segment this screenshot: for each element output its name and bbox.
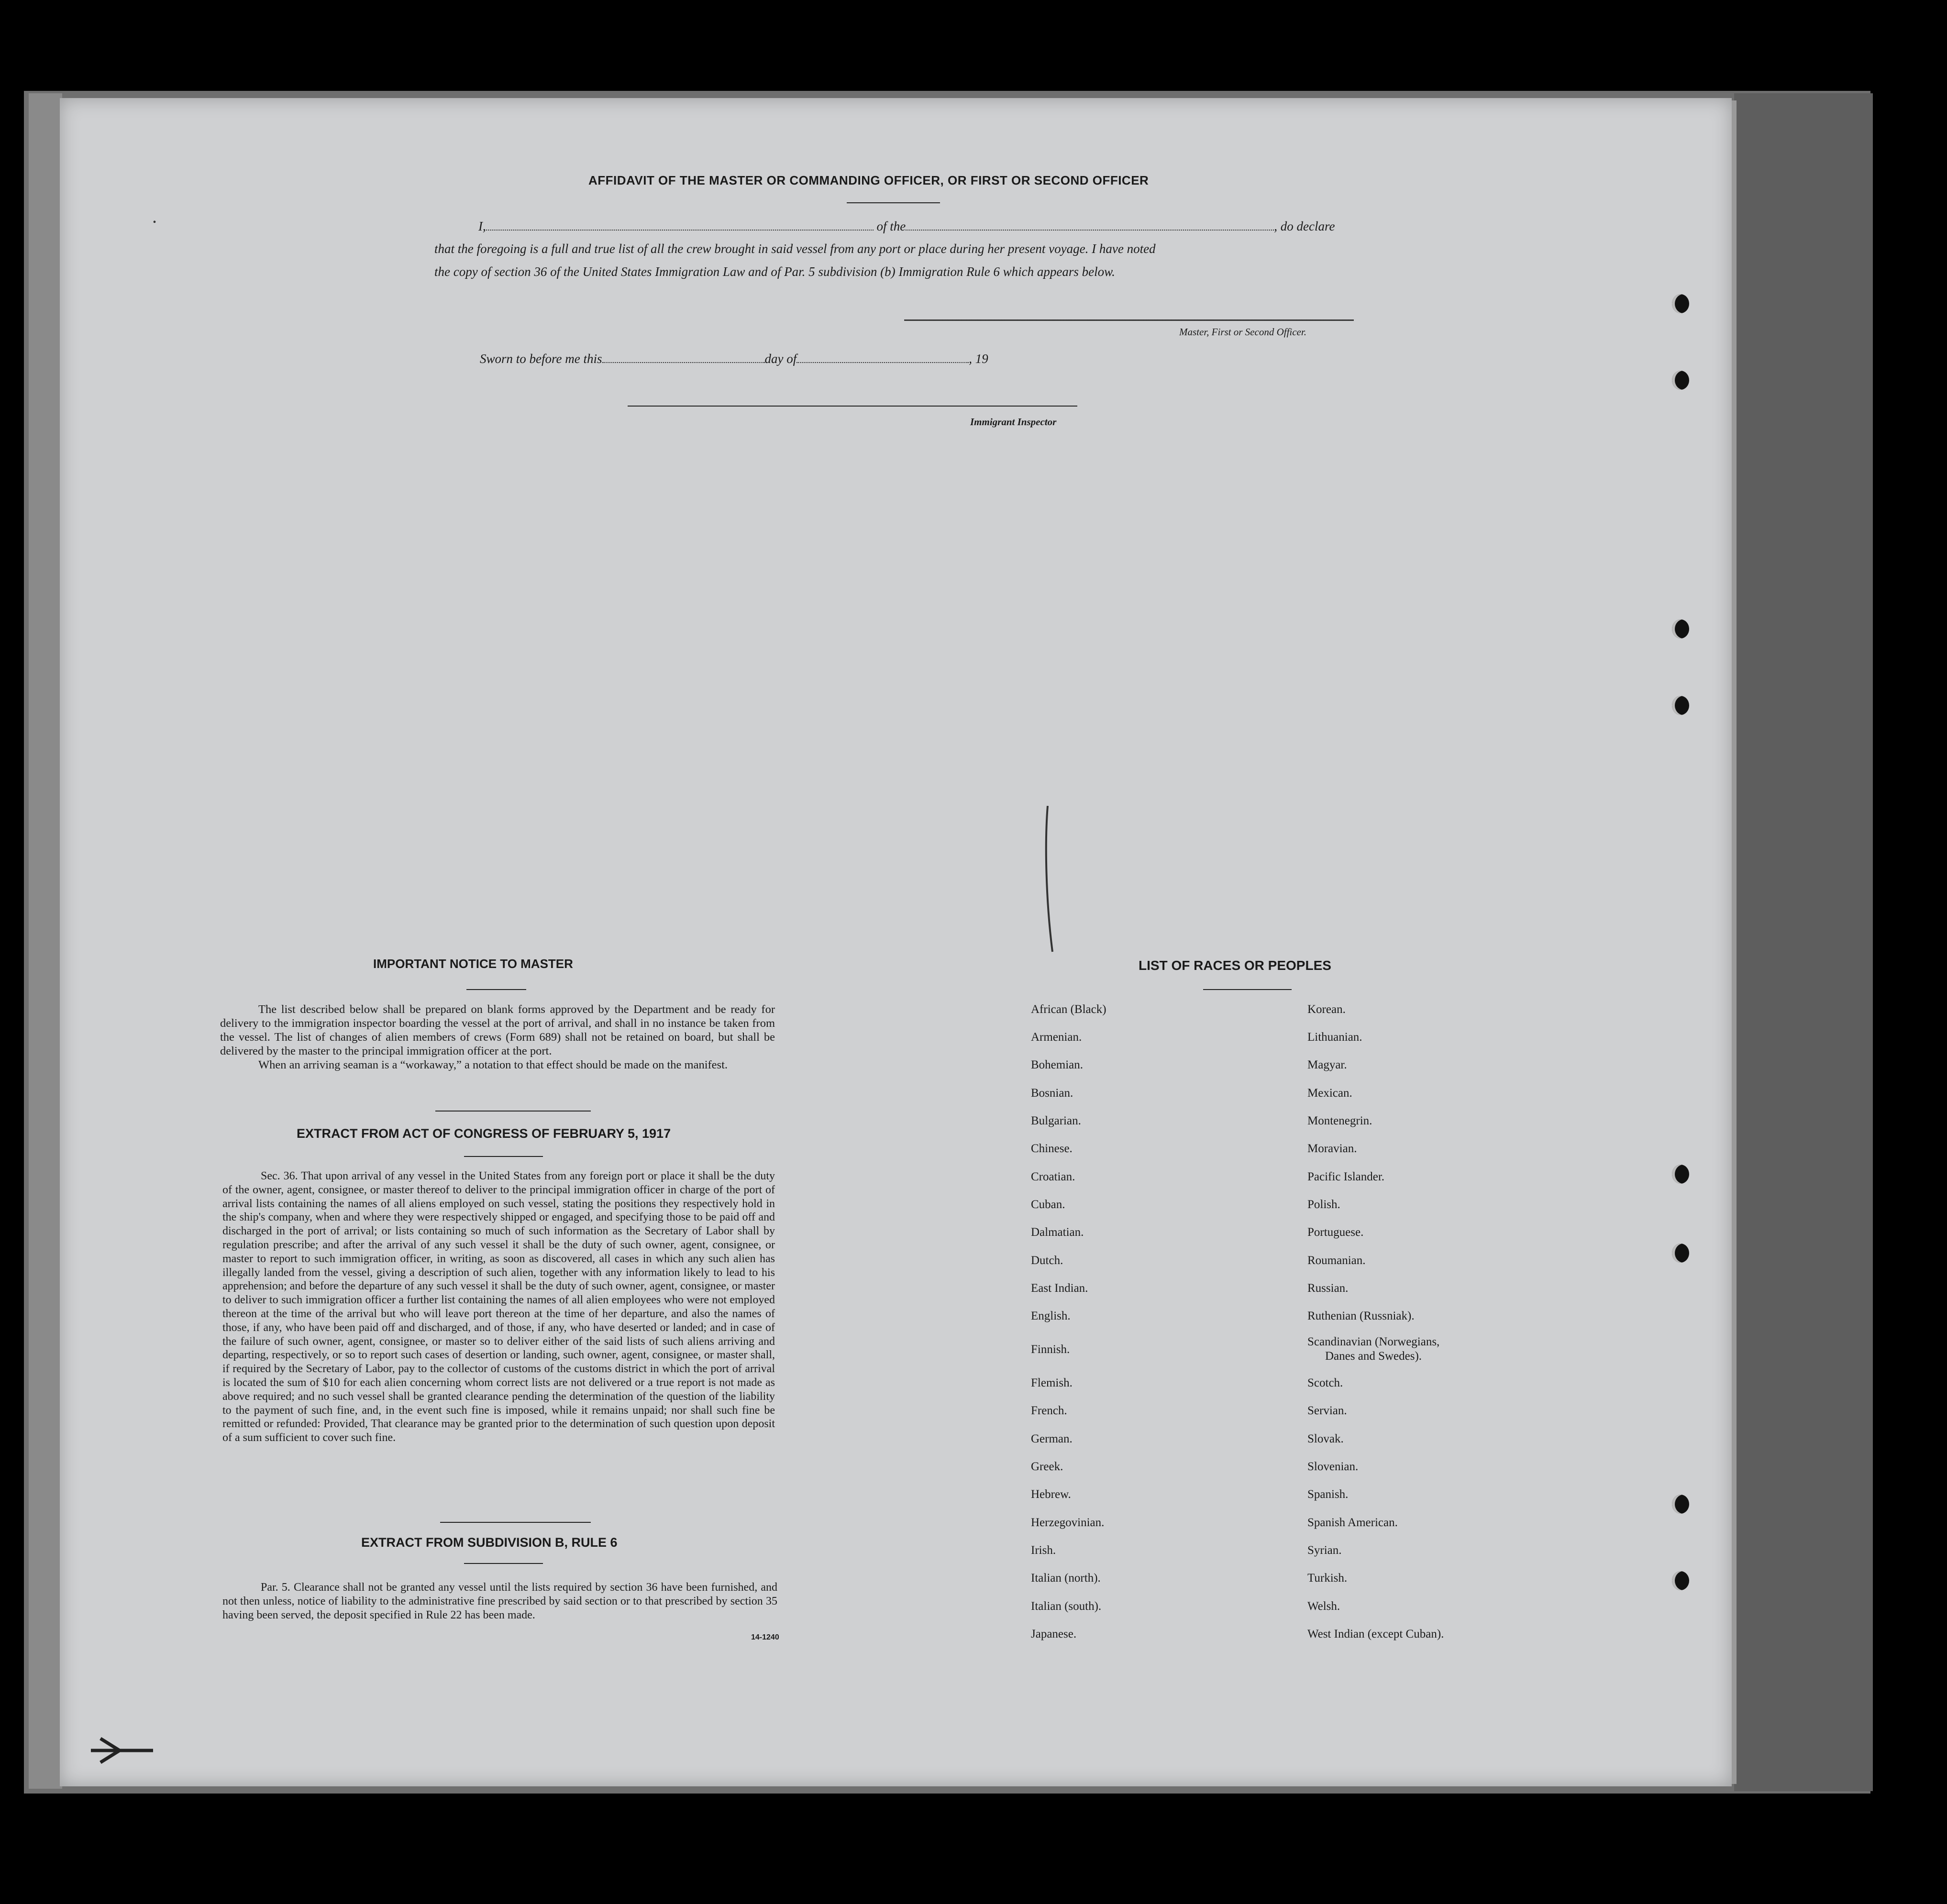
race-item: Moravian. xyxy=(1307,1142,1357,1155)
race-item: Chinese. xyxy=(1031,1142,1073,1155)
rule-extract-body: Par. 5. Clearance shall not be granted any vessel until the lists required by section 36 have been furnished, and not then unless, notice of liability to the administrative fine prescribed by said section or to that prescribed by section 35 having been served, the deposit specified in Rule 22 has been made. xyxy=(222,1581,777,1621)
notice-title: IMPORTANT NOTICE TO MASTER xyxy=(373,957,573,971)
race-item: Flemish. xyxy=(1031,1376,1073,1389)
race-item: Montenegrin. xyxy=(1307,1114,1372,1127)
vessel-blank xyxy=(906,221,1274,231)
affidavit-line-1 xyxy=(478,219,1335,234)
binder-hole xyxy=(1672,1244,1689,1263)
notice-paragraph-2: When an arriving seaman is a “workaway,” a notation to that effect should be made on the manifest. xyxy=(258,1058,728,1071)
affidavit-title: AFFIDAVIT OF THE MASTER OR COMMANDING OFFICER, OR FIRST OR SECOND OFFICER xyxy=(588,173,1149,187)
race-item: Bohemian. xyxy=(1031,1058,1084,1071)
race-item: Scandinavian (Norwegians, xyxy=(1307,1335,1440,1348)
race-item: Mexican. xyxy=(1307,1087,1352,1100)
race-item: Bosnian. xyxy=(1031,1087,1073,1100)
race-item: Ruthenian (Russniak). xyxy=(1307,1310,1415,1322)
act-extract-body: Sec. 36. That upon arrival of any vessel in the United States from any foreign port or place it shall be the duty of the owner, agent, consignee, or master thereof to deliver to the principal immigration officer in charge of the port of arrival lists containing the names of all aliens employed on such vessel, stating the positions they respectively hold in the ship's company, when and where they were respectively shipped or engaged, and specifying those to be paid off and discharged in the port of arrival; or lists containing so much of such information as the Secretary of Labor shall by regulation prescribe; and after the arrival of any such vessel it shall be the duty of such owner, agent, consignee, or master to report to such immigration officer, in writing, as soon as discovered, all cases in which any such alien has illegally landed from the vessel, giving a description of such alien, together with any information likely to lead to his apprehension; and before the departure of any such vessel it shall be the duty of such owner, agent, consignee, or master to deliver to such immigration officer a further list containing the names of all alien employees who were not employed thereon at the time of the arrival but who will leave port thereon at the time of her departure, and also the names of those, if any, who have been paid off and discharged, and of those, if any, who have deserted or landed; and in case of the failure of such owner, agent, consignee, or master so to deliver either of the said lists of such aliens arriving and departing, respectively, or so to report such cases of desertion or landing, such owner, agent, consignee, or master shall, if required by the Secretary of Labor, pay to the collector of customs of the customs district in which the port of arrival is located the sum of $10 for each alien concerning whom correct lists are not delivered or a true report is not made as above required; and no such vessel shall be granted clearance pending the determination of the question of the liability to the payment of such fine, and, in the event such fine is imposed, while it remains unpaid; nor shall such fine be remitted or refunded: Provided, That clearance may be granted prior to the determination of such question upon deposit of a sum sufficient to cover such fine. xyxy=(222,1170,775,1444)
race-item: Spanish American. xyxy=(1307,1516,1398,1529)
notice-paragraph-1: The list described below shall be prepared on blank forms approved by the Department and be ready for delivery to the immigration inspector boarding the vessel at the port of arrival, and shall in no instance be taken from the vessel. The list of changes of alien members of crews (Form 689) shall not be retained on board, but shall be delivered by the master to the principal immigration officer at the port. xyxy=(220,1003,775,1057)
race-item: Servian. xyxy=(1307,1404,1347,1417)
divider xyxy=(466,989,526,990)
race-item: East Indian. xyxy=(1031,1282,1088,1295)
race-item: Slovenian. xyxy=(1307,1460,1359,1473)
binder-hole xyxy=(1672,696,1689,715)
divider xyxy=(464,1156,543,1157)
race-item: Japanese. xyxy=(1031,1628,1077,1640)
race-item: Irish. xyxy=(1031,1544,1056,1557)
day-of-text: day of xyxy=(764,352,797,366)
sworn-text: Sworn to before me this xyxy=(480,352,602,366)
divider xyxy=(440,1522,591,1523)
race-item: Dutch. xyxy=(1031,1254,1063,1267)
inspector-label: Immigrant Inspector xyxy=(970,416,1057,428)
race-item: Syrian. xyxy=(1307,1544,1342,1557)
affidavit-of-the: of the xyxy=(876,219,906,233)
race-item: French. xyxy=(1031,1404,1067,1417)
notice-body xyxy=(220,1002,775,1072)
binder-hole xyxy=(1672,371,1689,390)
arrow-mark xyxy=(86,1731,163,1770)
race-item: West Indian (except Cuban). xyxy=(1307,1628,1444,1640)
binder-hole xyxy=(1672,294,1689,313)
race-item: Cuban. xyxy=(1031,1198,1065,1211)
sworn-line xyxy=(480,352,988,366)
act-extract-title: EXTRACT FROM ACT OF CONGRESS OF FEBRUARY 5, 1917 xyxy=(297,1126,671,1141)
race-item: German. xyxy=(1031,1432,1073,1445)
race-item-continuation: Danes and Swedes). xyxy=(1325,1350,1422,1363)
race-item: Greek. xyxy=(1031,1460,1063,1473)
race-item: Croatian. xyxy=(1031,1170,1075,1183)
inspector-signature-line xyxy=(628,406,1077,407)
race-item: Welsh. xyxy=(1307,1600,1340,1613)
binder-hole xyxy=(1672,619,1689,638)
race-item: Slovak. xyxy=(1307,1432,1344,1445)
binder-hole xyxy=(1672,1571,1689,1590)
page-right-strip xyxy=(1734,93,1873,1791)
pen-stroke xyxy=(1043,803,1057,957)
year-text: , 19 xyxy=(969,352,988,366)
race-item: Herzegovinian. xyxy=(1031,1516,1105,1529)
month-blank xyxy=(796,353,969,363)
divider xyxy=(1203,989,1292,990)
rule-extract-title: EXTRACT FROM SUBDIVISION B, RULE 6 xyxy=(361,1535,618,1550)
master-signature-label: Master, First or Second Officer. xyxy=(1179,326,1306,338)
race-item: Magyar. xyxy=(1307,1058,1347,1071)
race-item: Scotch. xyxy=(1307,1376,1343,1389)
form-number: 14-1240 xyxy=(751,1633,779,1641)
race-item: Portuguese. xyxy=(1307,1226,1364,1239)
race-item: Finnish. xyxy=(1031,1343,1070,1356)
divider xyxy=(464,1563,543,1564)
divider xyxy=(435,1111,591,1112)
affidavit-i: I, xyxy=(478,219,486,233)
race-item: Roumanian. xyxy=(1307,1254,1366,1267)
race-item: Korean. xyxy=(1307,1003,1346,1016)
master-signature-line xyxy=(904,319,1354,321)
race-item: African (Black) xyxy=(1031,1003,1106,1016)
race-item: Italian (south). xyxy=(1031,1600,1102,1613)
binder-hole xyxy=(1672,1165,1689,1184)
race-item: Russian. xyxy=(1307,1282,1349,1295)
race-item: Pacific Islander. xyxy=(1307,1170,1385,1183)
affidavit-declare: , do declare xyxy=(1274,219,1335,233)
race-item: Turkish. xyxy=(1307,1572,1348,1585)
race-item: English. xyxy=(1031,1310,1071,1322)
race-item: Lithuanian. xyxy=(1307,1031,1362,1044)
races-title: LIST OF RACES OR PEOPLES xyxy=(1139,958,1331,973)
race-item: Italian (north). xyxy=(1031,1572,1101,1585)
race-item: Dalmatian. xyxy=(1031,1226,1084,1239)
handwritten-mark: ∙ xyxy=(152,211,157,232)
affidavit-line-3: the copy of section 36 of the United States Immigration Law and of Par. 5 subdivision (b) Immigration Rule 6 which appears below. xyxy=(434,264,1115,279)
binder-hole xyxy=(1672,1495,1689,1514)
page-left-edge xyxy=(29,93,62,1789)
race-item: Spanish. xyxy=(1307,1488,1349,1501)
affidavit-line-2: that the foregoing is a full and true list of all the crew brought in said vessel from any port or place during her present voyage. I have noted xyxy=(434,242,1156,256)
race-item: Armenian. xyxy=(1031,1031,1082,1044)
race-item: Bulgarian. xyxy=(1031,1114,1081,1127)
race-item: Hebrew. xyxy=(1031,1488,1071,1501)
race-item: Polish. xyxy=(1307,1198,1340,1211)
divider xyxy=(847,202,940,203)
name-blank xyxy=(486,221,874,231)
day-blank xyxy=(602,353,765,363)
